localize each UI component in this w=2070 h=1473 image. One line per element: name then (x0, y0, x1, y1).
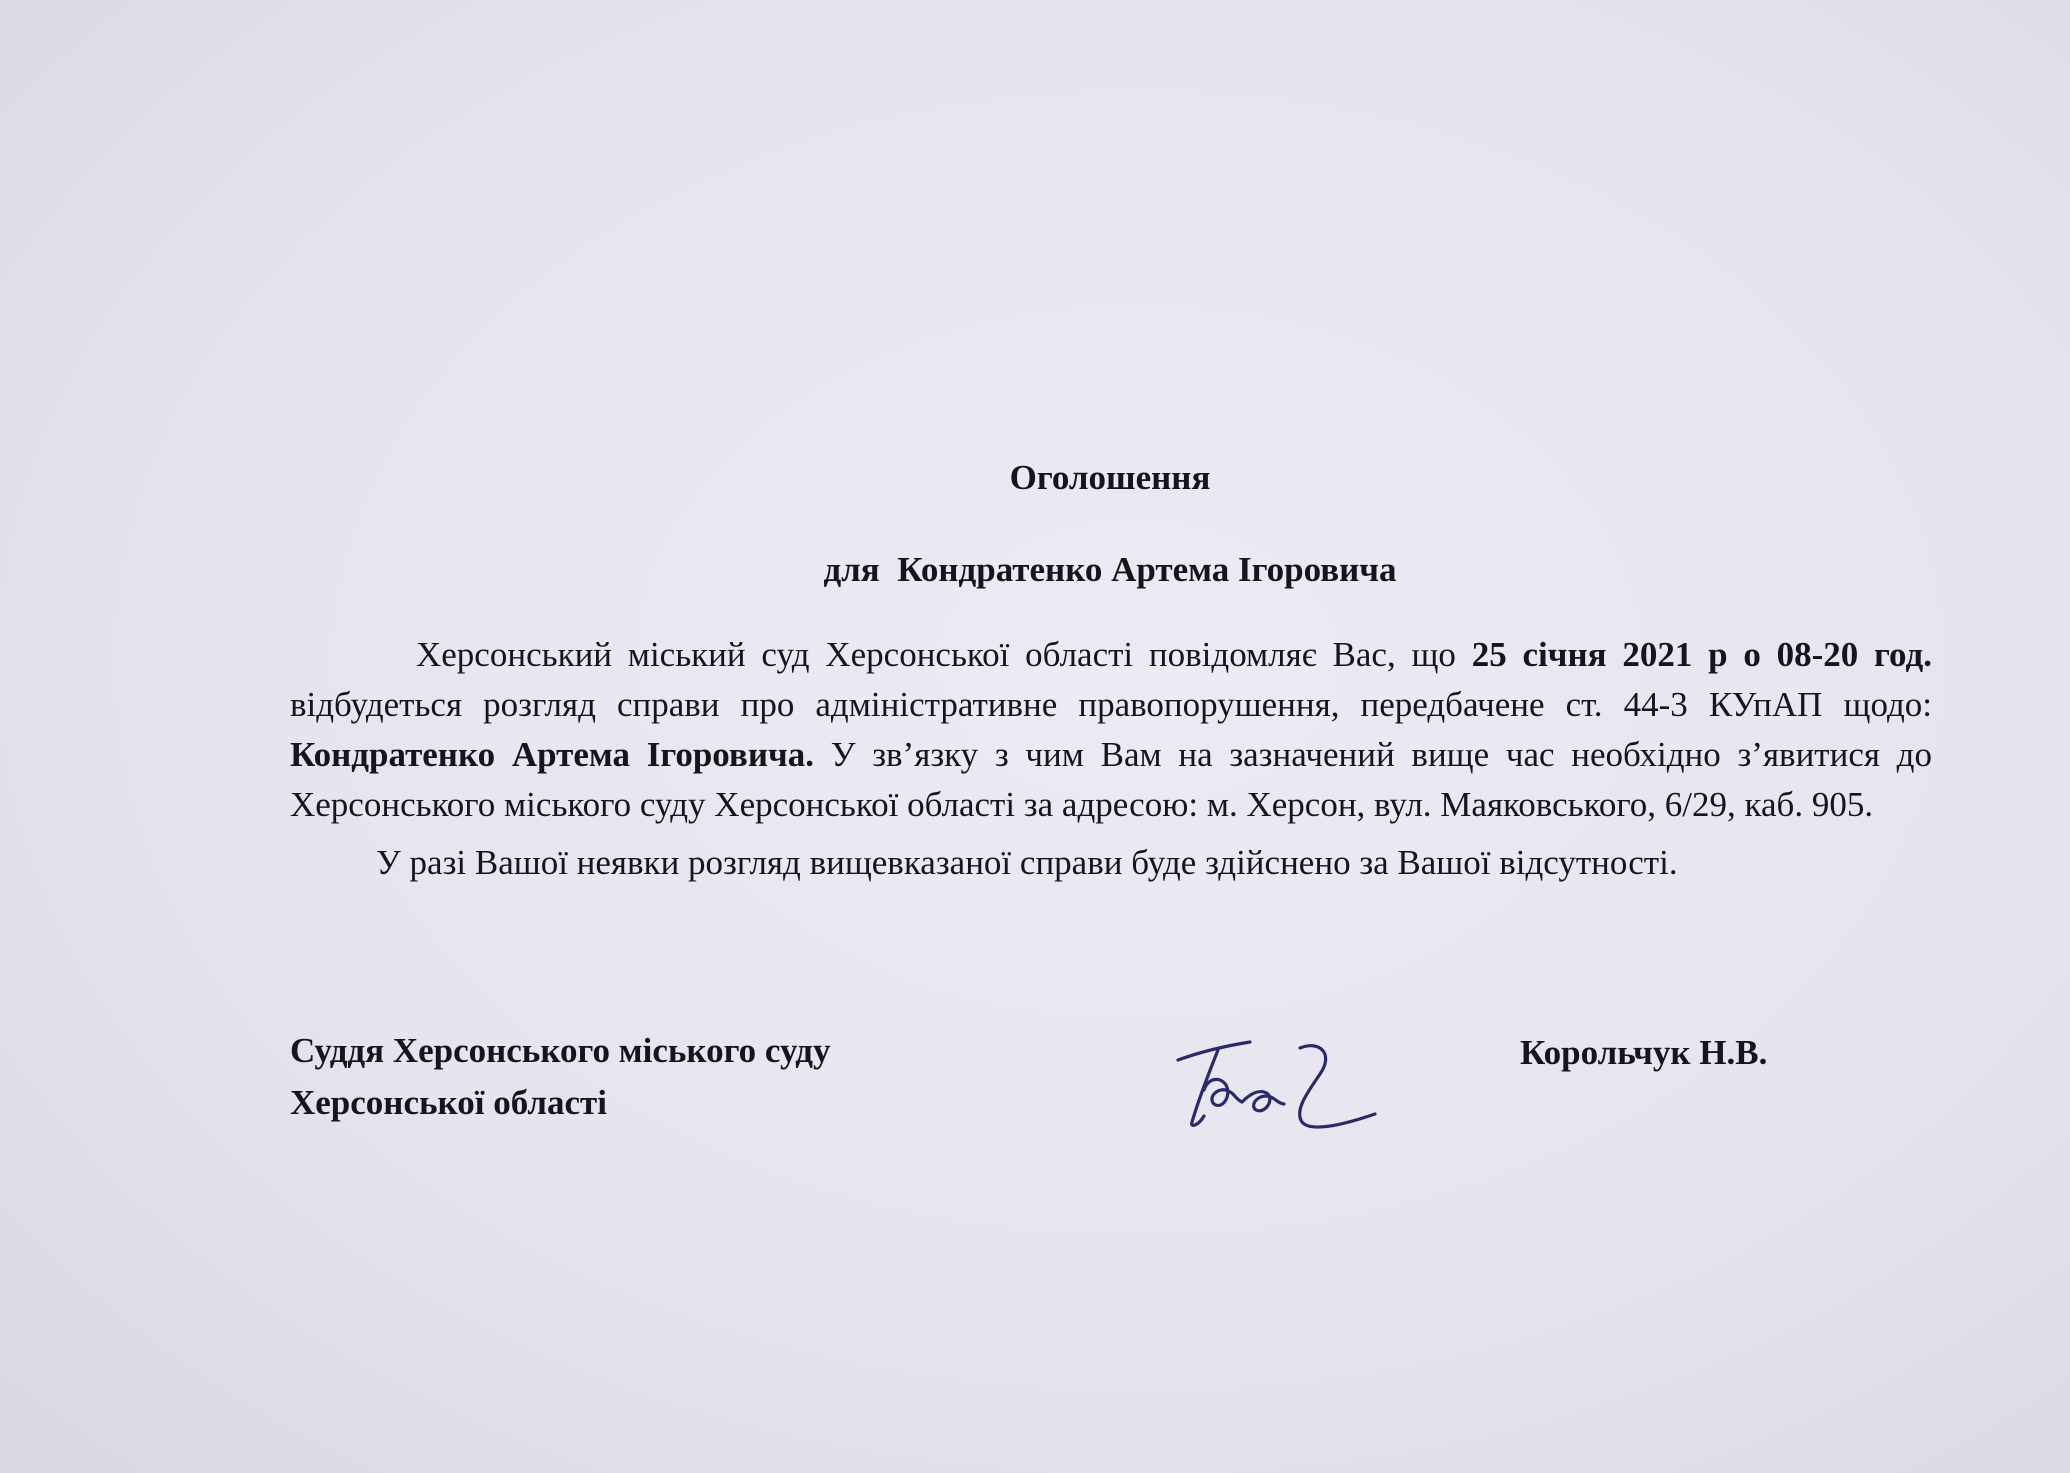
judge-position-line2: Херсонської області (290, 1083, 607, 1122)
judge-position-line1: Суддя Херсонського міського суду (290, 1031, 831, 1070)
handwritten-signature (1170, 1030, 1380, 1135)
judge-position (290, 1025, 830, 1129)
notice-text-end: У зв’язку з чим Вам на зазначений вище час необхідно з’явитися до Херсонського міського суду Херсонської області за адресою: м. Херсон, вул. Маяковського, 6/29, каб. 905. (290, 735, 1932, 824)
notice-text-intro: Херсонський міський суд Херсонської області повідомляє Вас, що (416, 635, 1472, 674)
person-name: Кондратенко Артема Ігоровича. (290, 735, 814, 774)
document-title: Оголошення (1009, 458, 1211, 497)
notice-paragraph (290, 630, 1932, 830)
judge-name: Корольчук Н.В. (1520, 1033, 1768, 1072)
notice-text-middle: відбудеться розгляд справи про адміністративне правопорушення, передбачене ст. 44-3 КУпАП щодо: (290, 685, 1932, 724)
hearing-date-time: 25 січня 2021 р о 08-20 год. (1471, 635, 1932, 674)
absence-paragraph: У разі Вашої неявки розгляд вищевказаної справи буде здійснено за Вашої відсутності. (376, 843, 1678, 882)
document-body (290, 630, 1932, 888)
document-addressee: для Кондратенко Артема Ігоровича (823, 550, 1397, 589)
